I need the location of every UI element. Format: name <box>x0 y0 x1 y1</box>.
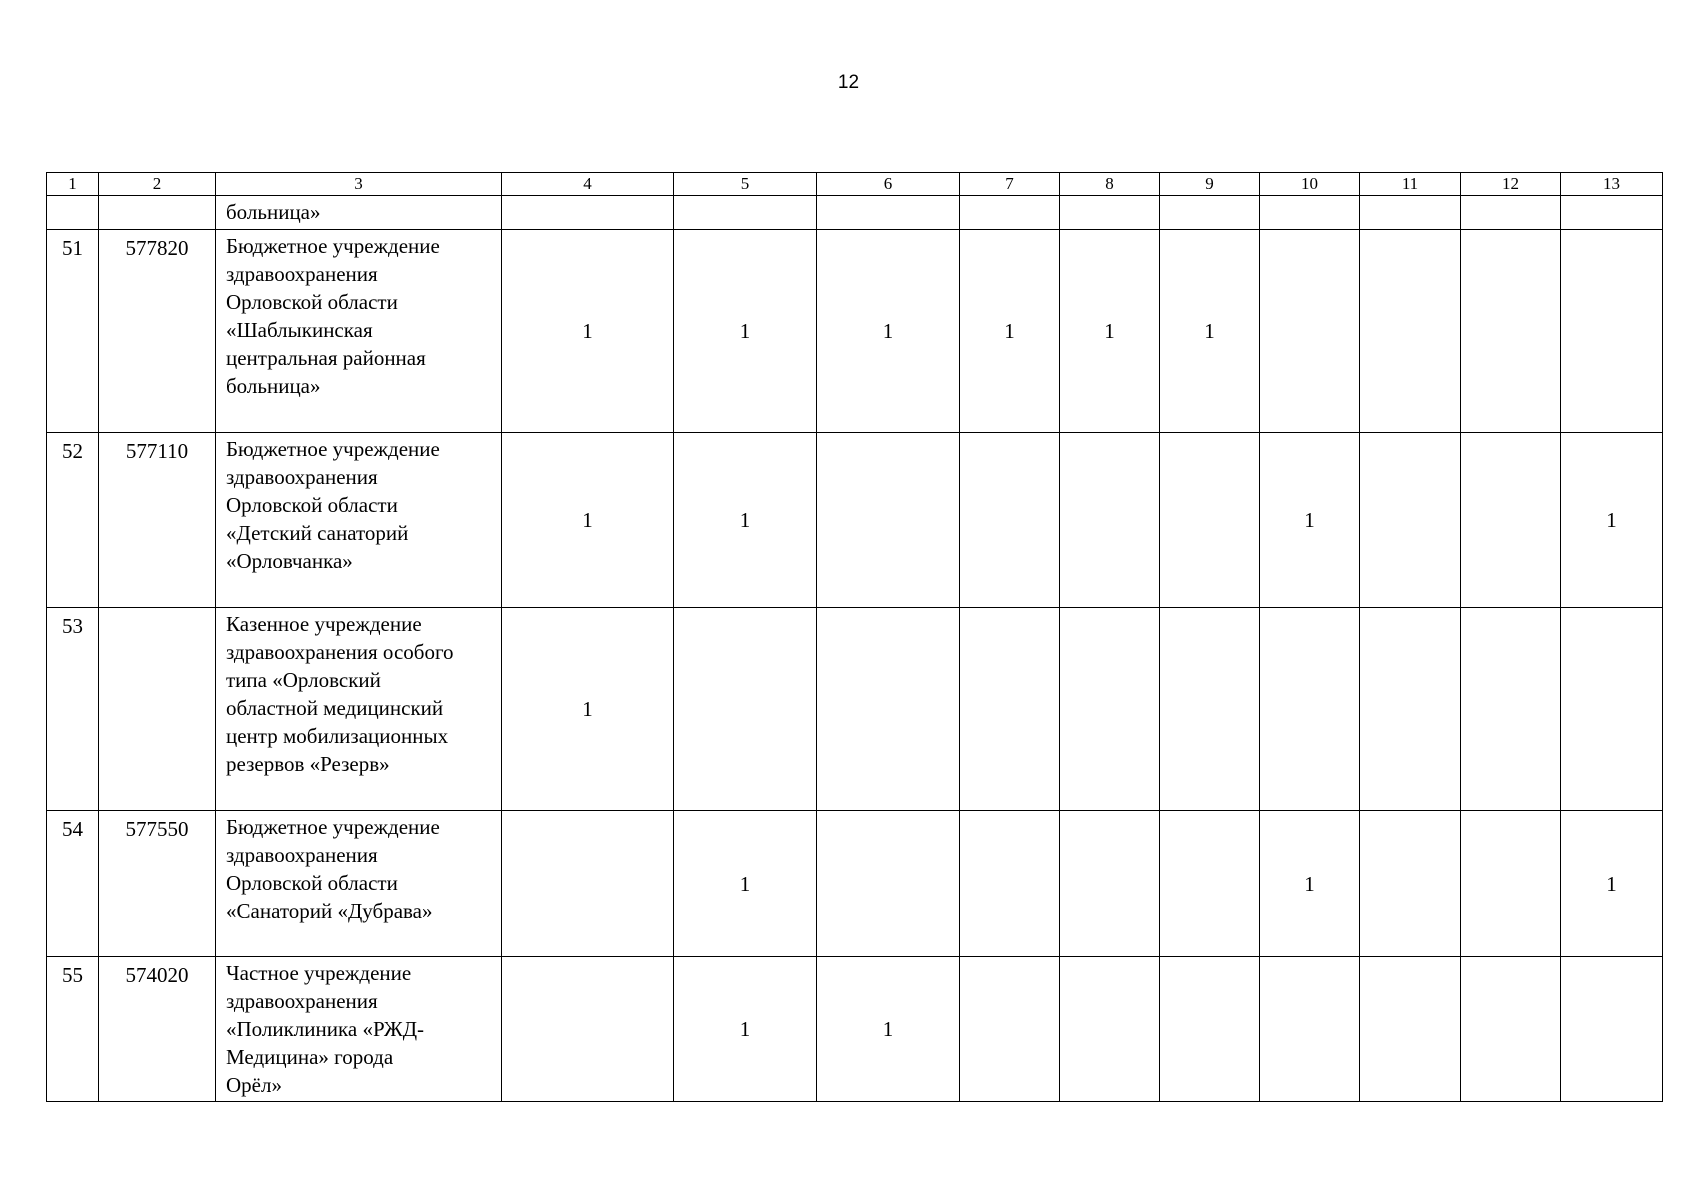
table-row <box>47 957 1663 1102</box>
value-cell <box>1160 957 1260 1102</box>
value-cell <box>1160 433 1260 608</box>
value-cell <box>817 196 960 230</box>
value-cell <box>817 811 960 957</box>
column-header: 1 <box>47 173 99 196</box>
value-cell: 1 <box>1060 230 1160 433</box>
institution-name <box>216 957 502 1102</box>
institution-name <box>216 608 502 811</box>
value-cell <box>1160 811 1260 957</box>
value-cell <box>960 433 1060 608</box>
value-cell: 1 <box>1160 230 1260 433</box>
institution-code: 577820 <box>99 230 216 433</box>
value-cell: 1 <box>1260 433 1360 608</box>
value-cell: 1 <box>502 230 674 433</box>
institution-name-text: Бюджетное учреждение здравоохранения Орловской области «Санаторий «Дубрава» <box>226 815 440 923</box>
table-row <box>47 608 1663 811</box>
column-header: 4 <box>502 173 674 196</box>
row-number <box>47 196 99 230</box>
value-cell <box>674 196 817 230</box>
institution-name <box>216 230 502 433</box>
value-cell <box>1060 957 1160 1102</box>
value-cell <box>1060 196 1160 230</box>
value-cell <box>674 608 817 811</box>
value-cell: 1 <box>1561 433 1663 608</box>
value-cell <box>1360 433 1461 608</box>
value-cell <box>1561 196 1663 230</box>
institution-code: 577550 <box>99 811 216 957</box>
institution-name <box>216 196 502 230</box>
value-cell <box>1461 957 1561 1102</box>
value-cell <box>1160 196 1260 230</box>
value-cell <box>960 957 1060 1102</box>
value-cell <box>1260 196 1360 230</box>
row-number: 54 <box>47 811 99 957</box>
value-cell: 1 <box>674 433 817 608</box>
value-cell: 1 <box>817 957 960 1102</box>
value-cell <box>1060 433 1160 608</box>
value-cell <box>1360 608 1461 811</box>
column-header: 7 <box>960 173 1060 196</box>
value-cell <box>1260 230 1360 433</box>
value-cell: 1 <box>674 811 817 957</box>
value-cell <box>1461 230 1561 433</box>
value-cell: 1 <box>817 230 960 433</box>
value-cell <box>1260 608 1360 811</box>
column-header: 13 <box>1561 173 1663 196</box>
value-cell <box>1561 608 1663 811</box>
column-header: 10 <box>1260 173 1360 196</box>
column-header: 6 <box>817 173 960 196</box>
value-cell: 1 <box>502 608 674 811</box>
value-cell <box>1060 811 1160 957</box>
value-cell <box>502 811 674 957</box>
table-row <box>47 811 1663 957</box>
value-cell <box>1461 433 1561 608</box>
table-row <box>47 433 1663 608</box>
value-cell: 1 <box>674 230 817 433</box>
institution-name-text: Бюджетное учреждение здравоохранения Орловской области «Детский санаторий «Орловчанка» <box>226 437 440 573</box>
value-cell <box>960 811 1060 957</box>
document-table <box>46 172 1663 1102</box>
value-cell: 1 <box>1260 811 1360 957</box>
value-cell <box>817 608 960 811</box>
value-cell <box>1360 957 1461 1102</box>
table-row <box>47 196 1663 230</box>
value-cell <box>1461 196 1561 230</box>
value-cell <box>1561 957 1663 1102</box>
value-cell: 1 <box>960 230 1060 433</box>
value-cell <box>960 608 1060 811</box>
value-cell <box>1461 811 1561 957</box>
value-cell <box>502 196 674 230</box>
column-header: 3 <box>216 173 502 196</box>
row-number: 52 <box>47 433 99 608</box>
institution-name-text: Казенное учреждение здравоохранения особого типа «Орловский областной медицинский центр мобилизационных резервов «Резерв» <box>226 612 454 776</box>
value-cell <box>1461 608 1561 811</box>
institution-code <box>99 196 216 230</box>
value-cell <box>1260 957 1360 1102</box>
value-cell <box>1060 608 1160 811</box>
institution-name <box>216 433 502 608</box>
value-cell <box>502 957 674 1102</box>
institution-name-text: Бюджетное учреждение здравоохранения Орловской области «Шаблыкинская центральная районная больница» <box>226 234 440 398</box>
column-header: 8 <box>1060 173 1160 196</box>
value-cell <box>1561 230 1663 433</box>
page-number: 12 <box>837 72 860 93</box>
institution-name <box>216 811 502 957</box>
value-cell <box>1360 230 1461 433</box>
institution-code: 574020 <box>99 957 216 1102</box>
value-cell <box>1160 608 1260 811</box>
institution-name-text: Частное учреждение здравоохранения «Поликлиника «РЖД- Медицина» города Орёл» <box>226 961 425 1097</box>
table-row <box>47 230 1663 433</box>
column-header: 11 <box>1360 173 1461 196</box>
column-header: 5 <box>674 173 817 196</box>
row-number: 55 <box>47 957 99 1102</box>
value-cell <box>960 196 1060 230</box>
row-number: 51 <box>47 230 99 433</box>
column-header: 12 <box>1461 173 1561 196</box>
value-cell: 1 <box>674 957 817 1102</box>
column-header: 2 <box>99 173 216 196</box>
column-header: 9 <box>1160 173 1260 196</box>
value-cell <box>817 433 960 608</box>
value-cell: 1 <box>502 433 674 608</box>
value-cell: 1 <box>1561 811 1663 957</box>
value-cell <box>1360 196 1461 230</box>
institution-code: 577110 <box>99 433 216 608</box>
column-number-row <box>47 173 1663 196</box>
institution-name-text: больница» <box>226 200 321 224</box>
institution-code <box>99 608 216 811</box>
value-cell <box>1360 811 1461 957</box>
row-number: 53 <box>47 608 99 811</box>
